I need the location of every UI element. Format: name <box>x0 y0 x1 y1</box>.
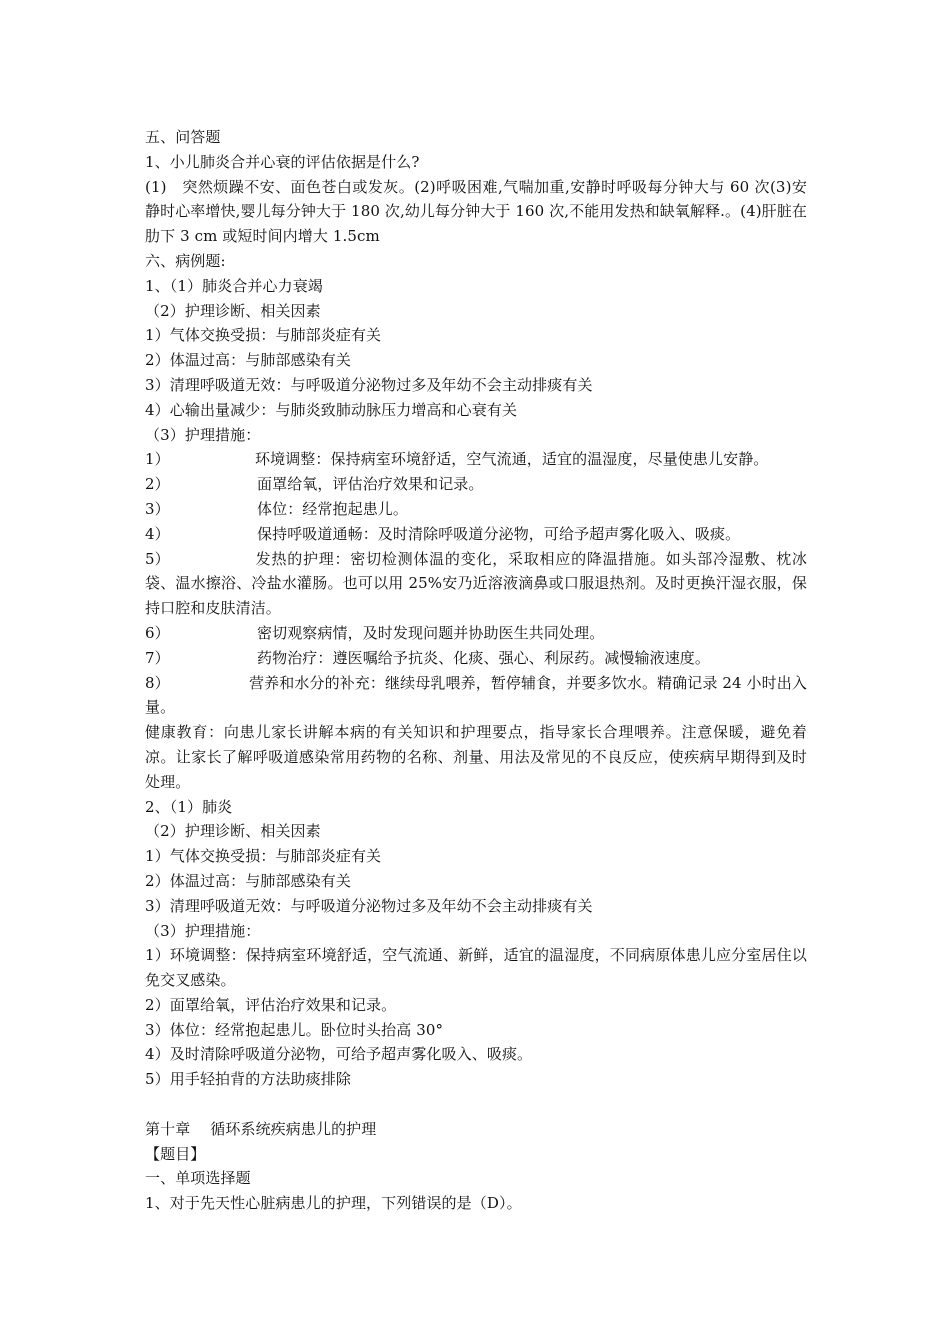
question-text: 1、小儿肺炎合并心衰的评估依据是什么? <box>145 152 420 171</box>
measure-number: 7） <box>145 648 170 667</box>
measure-number: 1） <box>145 450 170 469</box>
case1-nursing-diagnosis-item: 4）心输出量减少：与肺炎致肺动脉压力增高和心衰有关 <box>145 400 518 419</box>
case1-diagnosis: 1、（1）肺炎合并心力衰竭 <box>145 276 323 295</box>
measure-text: 营养和水分的补充：继续母乳喂养，暂停辅食，并要多饮水。精确记录 24 小时出入量。 <box>145 673 807 717</box>
case2-nursing-diagnosis-title: （2）护理诊断、相关因素 <box>145 822 321 841</box>
measure-text: 体位：经常抱起患儿。 <box>257 499 409 518</box>
measure-number: 3） <box>145 499 170 518</box>
case2-measure-item: 2）面罩给氧，评估治疗效果和记录。 <box>145 995 397 1014</box>
chapter-subtitle: 【题目】 <box>145 1144 206 1163</box>
measure-text: 药物治疗：遵医嘱给予抗炎、化痰、强心、利尿药。减慢输液速度。 <box>257 648 711 667</box>
measure-text: 保持呼吸道通畅：及时清除呼吸道分泌物，可给予超声雾化吸入、吸痰。 <box>257 524 741 543</box>
case1-nursing-diagnosis-title: （2）护理诊断、相关因素 <box>145 301 321 320</box>
measure-number: 2） <box>145 475 170 494</box>
measure-number: 6） <box>145 623 170 642</box>
case1-measure-item <box>145 447 807 472</box>
case1-measure-item <box>145 522 807 547</box>
case1-nursing-diagnosis-item: 2）体温过高：与肺部感染有关 <box>145 351 351 370</box>
case2-nursing-diagnosis-item: 2）体温过高：与肺部感染有关 <box>145 871 351 890</box>
case2-nursing-diagnosis-item: 3）清理呼吸道无效：与呼吸道分泌物过多及年幼不会主动排痰有关 <box>145 896 593 915</box>
case1-measure-item <box>145 646 807 671</box>
measure-text: 密切观察病情，及时发现问题并协助医生共同处理。 <box>257 623 605 642</box>
case1-measure-item <box>145 497 807 522</box>
case2-diagnosis: 2、（1）肺炎 <box>145 797 233 816</box>
question-part-heading: 一、单项选择题 <box>145 1169 251 1188</box>
measure-number: 8） <box>145 673 170 692</box>
section-heading-qa: 五、问答题 <box>145 128 221 146</box>
chapter-heading: 第十章 循环系统疾病患儿的护理 <box>145 1119 377 1138</box>
case1-measures-title: （3）护理措施： <box>145 425 261 444</box>
case1-measure-item <box>145 547 807 621</box>
case1-nursing-diagnosis-item: 1）气体交换受损：与肺部炎症有关 <box>145 326 382 345</box>
case1-measure-item <box>145 671 807 721</box>
case1-nursing-diagnosis-item: 3）清理呼吸道无效：与呼吸道分泌物过多及年幼不会主动排痰有关 <box>145 375 593 394</box>
measure-text: 环境调整：保持病室环境舒适，空气流通，适宜的温湿度，尽量使患儿安静。 <box>255 450 769 469</box>
measure-number: 4） <box>145 524 170 543</box>
measure-text: 面罩给氧，评估治疗效果和记录。 <box>257 475 484 494</box>
measure-text: 发热的护理：密切检测体温的变化，采取相应的降温措施。如头部冷湿敷、枕冰袋、温水擦浴、冷盐水灌肠。也可以用 25%安乃近溶液滴鼻或口服退热剂。及时更换汗湿衣服，保持口腔和皮肤清洁。 <box>145 549 807 618</box>
case2-measure-item: 3）体位：经常抱起患儿。卧位时头抬高 30° <box>145 1020 444 1039</box>
case2-nursing-diagnosis-item: 1）气体交换受损：与肺部炎症有关 <box>145 847 382 866</box>
case1-measure-item <box>145 472 807 497</box>
answer-paragraph: (1) 突然烦躁不安、面色苍白或发灰。(2)呼吸困难,气喘加重,安静时呼吸每分钟大与 60 次(3)安静时心率增快,婴儿每分钟大于 180 次,幼儿每分钟大于 160 次,不能用发热和缺氧解释.。(4)肝脏在肋下 3 cm 或短时间内增大 1.5cm <box>145 177 807 246</box>
document-body <box>145 125 807 1216</box>
measure-number: 5） <box>145 549 170 568</box>
health-education-paragraph: 健康教育：向患儿家长讲解本病的有关知识和护理要点，指导家长合理喂养。注意保暖，避免着凉。让家长了解呼吸道感染常用药物的名称、剂量、用法及常见的不良反应，使疾病早期得到及时处理。 <box>145 723 807 791</box>
case2-measure-item: 4）及时清除呼吸道分泌物，可给予超声雾化吸入、吸痰。 <box>145 1045 533 1064</box>
case2-measures-title: （3）护理措施： <box>145 921 261 940</box>
section-heading-case: 六、病例题: <box>145 251 226 270</box>
case1-measure-item <box>145 621 807 646</box>
choice-question-text: 1、对于先天性心脏病患儿的护理，下列错误的是（D）。 <box>145 1194 522 1213</box>
case2-measure-item: 1）环境调整：保持病室环境舒适，空气流通、新鲜，适宜的温湿度，不同病原体患儿应分室居住以免交叉感染。 <box>145 946 807 990</box>
case2-measure-item: 5）用手轻拍背的方法助痰排除 <box>145 1070 351 1089</box>
